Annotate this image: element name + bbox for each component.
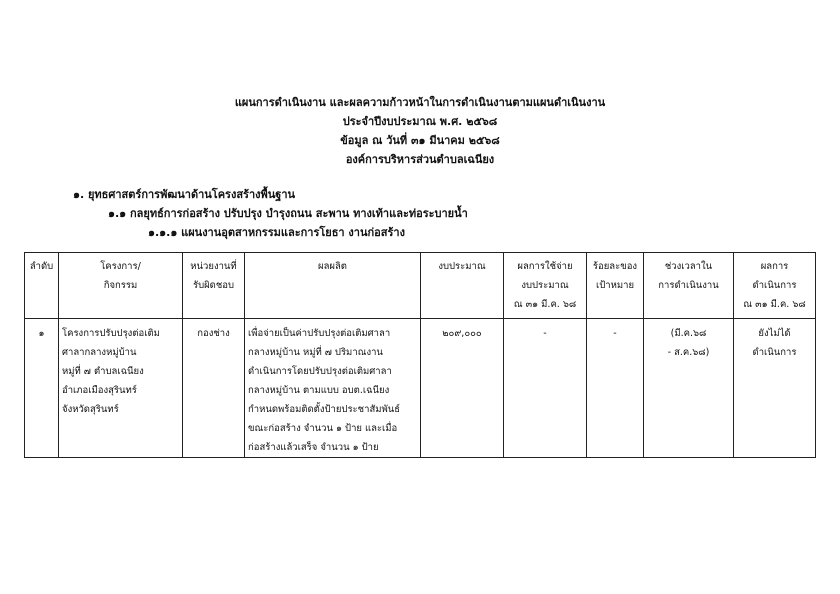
cell-line: กลางหมู่บ้าน หมู่ที่ ๗ ปริมาณงาน xyxy=(248,347,383,358)
header-fiscal-year: ประจำปีงบประมาณ พ.ศ. ๒๕๖๘ xyxy=(342,115,498,128)
header-period xyxy=(644,253,734,319)
plan-table xyxy=(24,252,816,458)
cell-budget: ๒๐๙,๐๐๐ xyxy=(421,319,504,458)
cell-line: (มี.ค.๖๘ xyxy=(670,328,707,339)
cell-line: เพื่อจ่ายเป็นค่าปรับปรุงต่อเติมศาลา xyxy=(248,328,391,339)
cell-line: ก่อสร้างแล้วเสร็จ จำนวน ๑ ป้าย xyxy=(248,442,379,453)
header-text: ณ ๓๑ มี.ค. ๖๘ xyxy=(743,299,806,310)
header-result xyxy=(734,253,816,319)
header-text: เป้าหมาย xyxy=(595,280,635,291)
table-row xyxy=(25,319,816,458)
header-text: ผลผลิต xyxy=(318,261,347,272)
table-header-row xyxy=(25,253,816,319)
cell-line: กำหนดพร้อมติดตั้งป้ายประชาสัมพันธ์ xyxy=(248,404,401,415)
sub-strategy-heading: ๑.๑ กลยุทธ์การก่อสร้าง ปรับปรุง บำรุงถนน สะพาน ทางเท้าและท่อระบายน้ำ xyxy=(108,207,468,220)
cell-percent: - xyxy=(587,319,644,458)
header-title: แผนการดำเนินงาน และผลความก้าวหน้าในการดำเนินงานตามแผนดำเนินงาน xyxy=(234,96,606,109)
header-text: ช่วงเวลาใน xyxy=(664,261,713,272)
header-text: การดำเนินงาน xyxy=(658,280,719,291)
cell-line: อำเภอเมืองสุรินทร์ xyxy=(62,385,137,396)
header-text: ร้อยละของ xyxy=(592,261,638,272)
cell-result xyxy=(734,319,816,458)
cell-line: ดำเนินการโดยปรับปรุงต่อเติมศาลา xyxy=(248,366,392,377)
header-output xyxy=(245,253,421,319)
cell-line: ศาลากลางหมู่บ้าน xyxy=(62,347,137,358)
header-organization: องค์การบริหารส่วนตำบลเฉนียง xyxy=(345,153,495,166)
cell-line: กลางหมู่บ้าน ตามแบบ อบต.เฉนียง xyxy=(248,385,390,396)
cell-unit: กองช่าง xyxy=(183,319,245,458)
header-unit xyxy=(183,253,245,319)
cell-line: หมู่ที่ ๗ ตำบลเฉนียง xyxy=(62,366,144,377)
cell-period xyxy=(644,319,734,458)
header-text: ณ ๓๑ มี.ค. ๖๘ xyxy=(513,299,577,310)
header-text: รับผิดชอบ xyxy=(192,280,235,291)
header-text: โครงการ/ xyxy=(100,261,141,272)
cell-line: จังหวัดสุรินทร์ xyxy=(62,404,119,415)
cell-output xyxy=(245,319,421,458)
header-no xyxy=(25,253,59,319)
cell-line: ยังไม่ได้ xyxy=(758,328,791,339)
header-project xyxy=(59,253,183,319)
document-header xyxy=(0,93,840,169)
cell-line: ดำเนินการ xyxy=(752,347,797,358)
header-text: งบประมาณ xyxy=(438,261,486,272)
cell-project xyxy=(59,319,183,458)
cell-line: ขณะก่อสร้าง จำนวน ๑ ป้าย และเมื่อ xyxy=(248,423,398,434)
cell-line: - ส.ค.๖๘) xyxy=(667,347,710,358)
header-text: หน่วยงานที่ xyxy=(190,261,237,272)
header-text: ลำดับ xyxy=(29,261,54,272)
header-spent xyxy=(504,253,587,319)
cell-spent: - xyxy=(504,319,587,458)
header-text: ผลการ xyxy=(760,261,789,272)
header-text: ดำเนินการ xyxy=(752,280,797,291)
cell-no: ๑ xyxy=(25,319,59,458)
header-text: งบประมาณ xyxy=(521,280,569,291)
header-percent xyxy=(587,253,644,319)
header-text: ผลการใช้จ่าย xyxy=(517,261,573,272)
cell-line: โครงการปรับปรุงต่อเติม xyxy=(62,328,160,339)
program-heading: ๑.๑.๑ แผนงานอุตสาหกรรมและการโยธา งานก่อสร้าง xyxy=(148,226,405,239)
header-text: กิจกรรม xyxy=(103,280,138,291)
header-data-date: ข้อมูล ณ วันที่ ๓๑ มีนาคม ๒๕๖๘ xyxy=(340,134,500,147)
header-budget xyxy=(421,253,504,319)
strategy-heading: ๑. ยุทธศาสตร์การพัฒนาด้านโครงสร้างพื้นฐาน xyxy=(73,188,296,201)
